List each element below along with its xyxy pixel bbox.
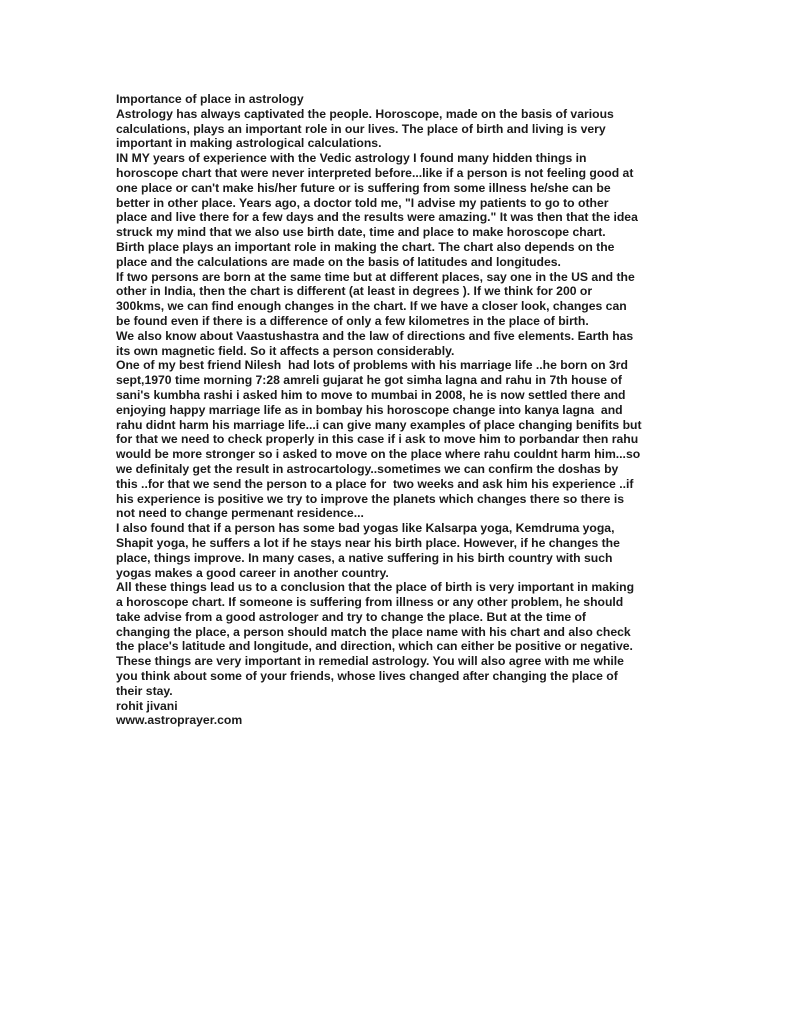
text-line: Shapit yoga, he suffers a lot if he stays near his birth place. However, if he changes the bbox=[116, 535, 620, 550]
text-line: place, things improve. In many cases, a native suffering in his birth country with such bbox=[116, 550, 613, 565]
text-line: I also found that if a person has some bad yogas like Kalsarpa yoga, Kemdruma yoga, bbox=[116, 521, 615, 536]
text-line: other in India, then the chart is different (at least in degrees ). If we think for 200 or bbox=[116, 284, 593, 299]
text-line: sept,1970 time morning 7:28 amreli gujarat he got simha lagna and rahu in 7th house of bbox=[116, 373, 622, 388]
text-line: their stay. bbox=[116, 683, 173, 698]
text-line: calculations, plays an important role in our lives. The place of birth and living is very bbox=[116, 121, 606, 136]
text-line: his experience is positive we try to improve the planets which changes there so there is bbox=[116, 491, 624, 506]
text-line: struck my mind that we also use birth date, time and place to make horoscope chart. bbox=[116, 225, 606, 240]
text-line: 300kms, we can find enough changes in the chart. If we have a closer look, changes can bbox=[116, 299, 627, 314]
text-line: Birth place plays an important role in making the chart. The chart also depends on the bbox=[116, 239, 615, 254]
text-line: you think about some of your friends, whose lives changed after changing the place of bbox=[116, 669, 618, 684]
text-line: enjoying happy marriage life as in bombay his horoscope change into kanya lagna and bbox=[116, 402, 623, 417]
text-line: We also know about Vaastushastra and the law of directions and five elements. Earth has bbox=[116, 328, 634, 343]
text-line: yogas makes a good career in another country. bbox=[116, 565, 389, 580]
text-line: the place's latitude and longitude, and direction, which can either be positive or negative. bbox=[116, 639, 633, 654]
text-line: not need to change permenant residence... bbox=[116, 506, 364, 521]
text-line: its own magnetic field. So it affects a person considerably. bbox=[116, 343, 455, 358]
text-line: this ..for that we send the person to a place for two weeks and ask him his experience ..if bbox=[116, 476, 634, 491]
text-line: If two persons are born at the same time but at different places, say one in the US and the bbox=[116, 269, 635, 284]
text-line: for that we need to check properly in this case if i ask to move him to porbandar then rahu bbox=[116, 432, 639, 447]
text-line: we definitaly get the result in astrocartology..sometimes we can confirm the doshas by bbox=[116, 461, 619, 476]
text-line: would be more stronger so i asked to move on the place where rahu couldnt harm him...so bbox=[116, 447, 641, 462]
text-line: one place or can't make his/her future or is suffering from some illness he/she can be bbox=[116, 180, 611, 195]
text-line: Astrology has always captivated the people. Horoscope, made on the basis of various bbox=[116, 106, 614, 121]
text-line: These things are very important in remedial astrology. You will also agree with me while bbox=[116, 654, 624, 669]
text-line: rahu didnt harm his marriage life...i can give many examples of place changing benifits but bbox=[116, 417, 642, 432]
text-line: horoscope chart that were never interpreted before...like if a person is not feeling good at bbox=[116, 165, 634, 180]
text-line: important in making astrological calculations. bbox=[116, 136, 382, 151]
website-link[interactable]: www.astroprayer.com bbox=[116, 713, 243, 728]
text-line: IN MY years of experience with the Vedic astrology I found many hidden things in bbox=[116, 151, 587, 166]
text-line: All these things lead us to a conclusion that the place of birth is very important in making bbox=[116, 580, 635, 595]
text-line: sani's kumbha rashi i asked him to move to mumbai in 2008, he is now settled there and bbox=[116, 387, 626, 402]
text-line: better in other place. Years ago, a doctor told me, "I advise my patients to go to other bbox=[116, 195, 609, 210]
text-line: changing the place, a person should match the place name with his chart and also check bbox=[116, 624, 631, 639]
text-line: take advise from a good astrologer and try to change the place. But at the time of bbox=[116, 609, 586, 624]
text-line: be found even if there is a difference of only a few kilometres in the place of birth. bbox=[116, 313, 589, 328]
author-name: rohit jivani bbox=[116, 698, 178, 713]
text-line: place and live there for a few days and the results were amazing." It was then that the idea bbox=[116, 210, 638, 225]
text-line: a horoscope chart. If someone is suffering from illness or any other problem, he should bbox=[116, 595, 624, 610]
document-body bbox=[116, 92, 676, 728]
document-title: Importance of place in astrology bbox=[116, 92, 304, 106]
text-line: One of my best friend Nilesh had lots of problems with his marriage life ..he born on 3rd bbox=[116, 358, 628, 373]
text-line: place and the calculations are made on the basis of latitudes and longitudes. bbox=[116, 254, 561, 269]
